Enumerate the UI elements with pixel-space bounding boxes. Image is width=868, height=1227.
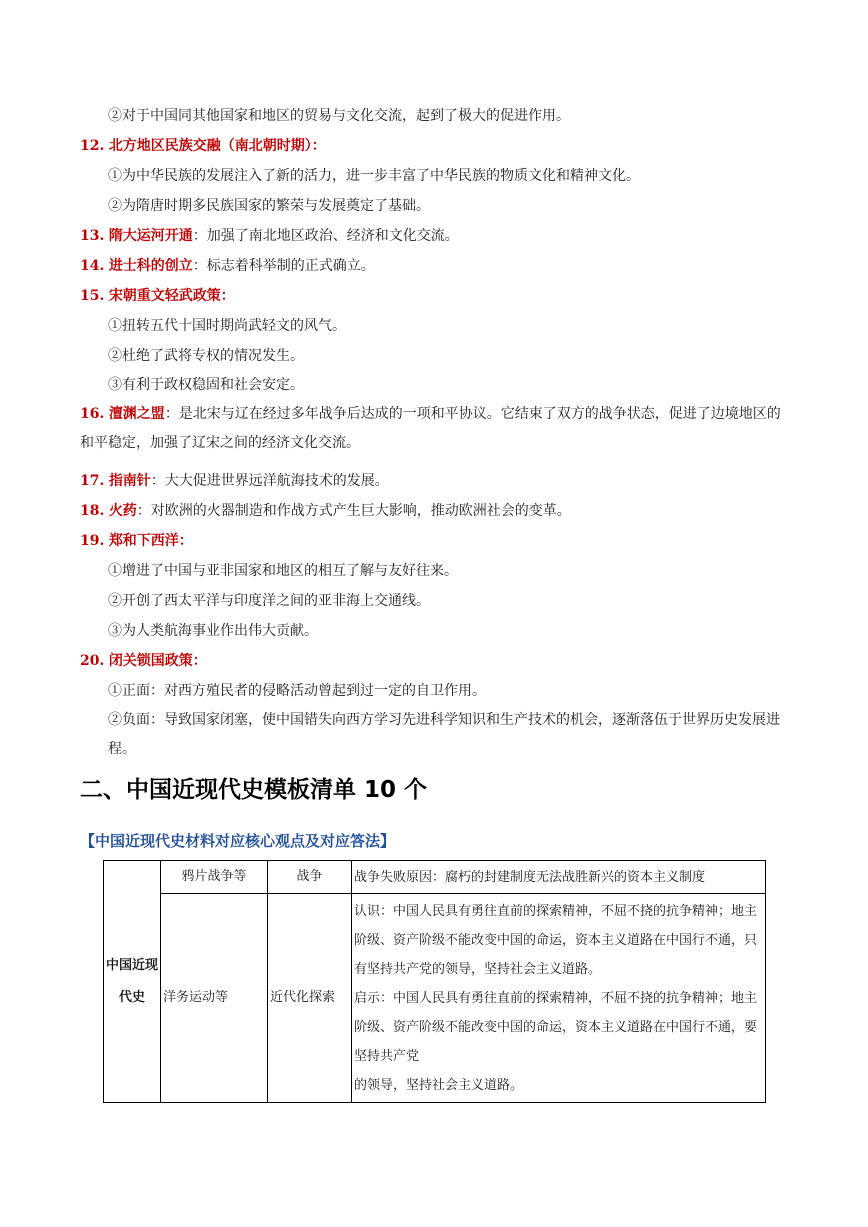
- item-17: [80, 466, 790, 496]
- item-body: ：标志着科举制的正式确立。: [192, 258, 375, 274]
- item-body: ：加强了南北地区政治、经济和文化交流。: [192, 228, 459, 244]
- event-cell: 鸦片战争等: [161, 861, 268, 894]
- cell-text: 启示：中国人民具有勇往直前的探索精神，不屈不挠的抗争精神；地主阶级、资产阶级不能改变中国的命运，资本主义道路在中国行不通，要坚持共产党: [354, 990, 758, 1064]
- item-number: 16.: [80, 406, 105, 422]
- item-13: [80, 221, 790, 251]
- item-text: ①为中华民族的发展注入了新的活力，进一步丰富了中华民族的物质文化和精神文化。: [108, 168, 640, 184]
- type-cell: 近代化探索: [268, 894, 352, 1103]
- category-cell: [104, 861, 161, 1103]
- item-20: [80, 646, 790, 676]
- content-cell: 战争失败原因：腐朽的封建制度无法战胜新兴的资本主义制度: [352, 861, 766, 894]
- item-text: ②负面：导致国家闭塞，使中国错失向西方学习先进科学知识和生产技术的机会，逐渐落伍于世界历史发展进程。: [108, 712, 780, 757]
- table-row: [104, 861, 766, 894]
- item-text: ②对于中国同其他国家和地区的贸易与文化交流，起到了极大的促进作用。: [108, 108, 570, 124]
- item-number: 14.: [80, 258, 105, 274]
- item-text: ②杜绝了武将专权的情况发生。: [108, 348, 304, 364]
- content-cell: [352, 894, 766, 1103]
- item-number: 13.: [80, 228, 105, 244]
- item-title: 闭关锁国政策：: [108, 653, 207, 669]
- item-title: 指南针: [108, 473, 151, 489]
- item-title: 火药: [108, 503, 137, 519]
- item-title: 北方地区民族交融（南北朝时期）：: [108, 138, 326, 154]
- item-number: 12.: [80, 138, 105, 154]
- item-text: ③有利于政权稳固和社会安定。: [108, 377, 304, 393]
- item-title: 宋朝重文轻武政策：: [108, 288, 235, 304]
- item-number: 17.: [80, 473, 105, 489]
- cell-text: 的领导，坚持社会主义道路。: [354, 1077, 524, 1093]
- item-18: [80, 496, 790, 526]
- item-text: ①扭转五代十国时期尚武轻文的风气。: [108, 318, 346, 334]
- item-text: ③为人类航海事业作出伟大贡献。: [108, 623, 318, 639]
- cell-text: 认识：中国人民具有勇往直前的探索精神，不屈不挠的抗争精神；地主阶级、资产阶级不能改变中国的命运，资本主义道路在中国行不通，只有坚持共产党的领导，坚持社会主义道路。: [354, 903, 758, 977]
- item-title: 隋大运河开通: [108, 228, 193, 244]
- section-subheading: 【中国近现代史材料对应核心观点及对应答法】: [80, 832, 396, 850]
- item-body: ：大大促进世界远洋航海技术的发展。: [150, 473, 389, 489]
- item-text: ②为隋唐时期多民族国家的繁荣与发展奠定了基础。: [108, 198, 430, 214]
- item-title: 澶渊之盟: [108, 406, 165, 422]
- item-number: 15.: [80, 288, 105, 304]
- item-title: 进士科的创立: [108, 258, 193, 274]
- item-text: ①正面：对西方殖民者的侵略活动曾起到过一定的自卫作用。: [108, 683, 486, 699]
- item-title: 郑和下西洋：: [108, 533, 193, 549]
- item-number: 20.: [80, 653, 105, 669]
- item-body: ：对欧洲的火器制造和作战方式产生巨大影响，推动欧洲社会的变革。: [136, 503, 571, 519]
- item-body: ：是北宋与辽在经过多年战争后达成的一项和平协议。它结束了双方的战争状态，促进了边境地区的和平稳定，加强了辽宋之间的经济文化交流。: [80, 406, 781, 451]
- type-cell: 战争: [268, 861, 352, 894]
- item-14: [80, 251, 790, 281]
- template-table: [103, 860, 766, 1103]
- item-text: ②开创了西太平洋与印度洋之间的亚非海上交通线。: [108, 593, 430, 609]
- item-12: [80, 131, 790, 161]
- item-number: 18.: [80, 503, 105, 519]
- item-15: [80, 281, 790, 311]
- item-text: ①增进了中国与亚非国家和地区的相互了解与友好往来。: [108, 563, 458, 579]
- item-19: [80, 526, 790, 556]
- item-16: [80, 400, 790, 458]
- section-heading: 二、中国近现代史模板清单 10 个: [80, 777, 428, 803]
- table-row: [104, 894, 766, 1103]
- item-number: 19.: [80, 533, 105, 549]
- category-label: 中国近现代史: [106, 957, 159, 1005]
- event-cell: 洋务运动等: [161, 894, 268, 1103]
